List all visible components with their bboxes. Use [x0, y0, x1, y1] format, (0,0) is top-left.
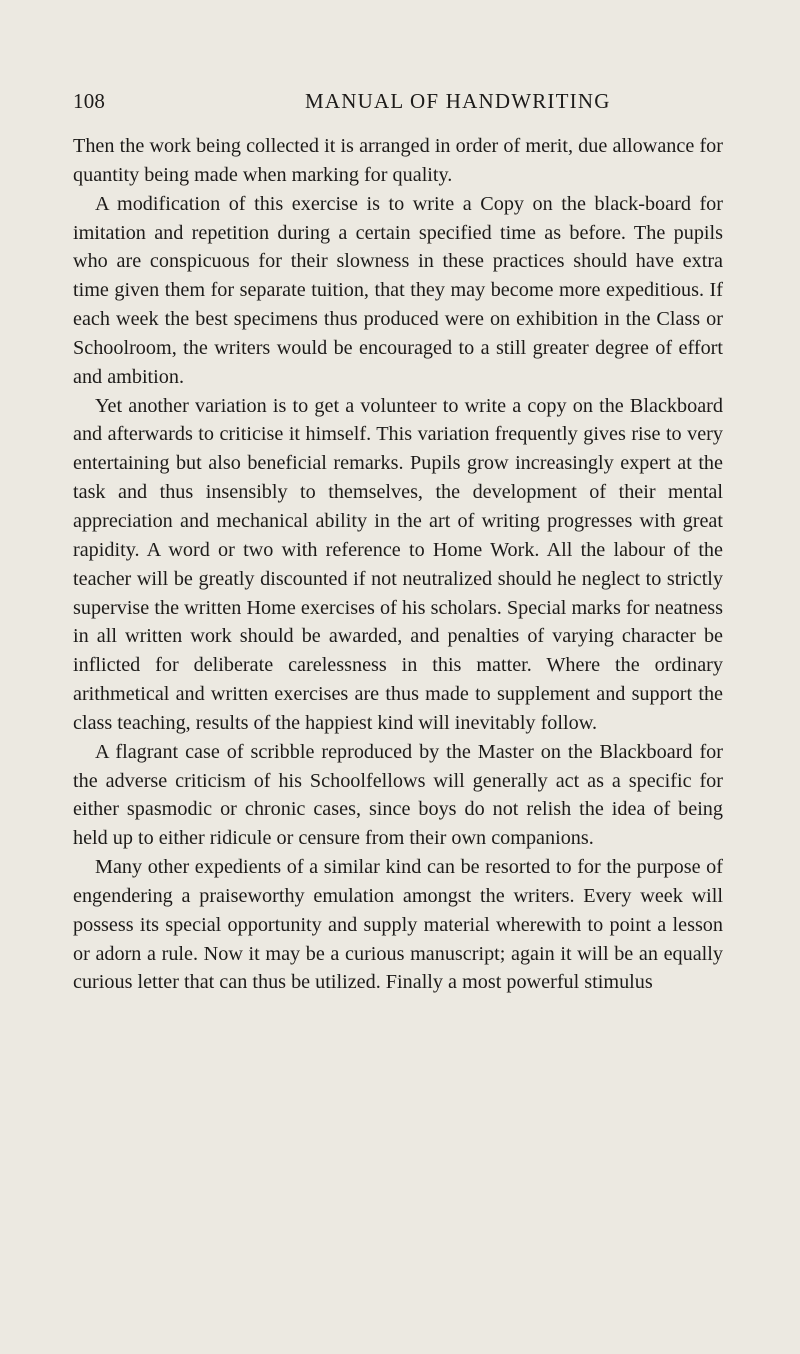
paragraph-flagrant-case: A flagrant case of scribble reproduced by the Master on the Blackboard for the adverse criticism of his Schoolfellows will generally act as a specific for either spasmodic or chronic cases, since boys do not relish the idea of being held up to either ridicule or censure from their own companions. — [73, 740, 723, 850]
page-body — [73, 132, 723, 997]
running-head: MANUAL OF HANDWRITING — [305, 89, 611, 113]
page-number: 108 — [73, 89, 106, 113]
paragraph-variation: Yet another variation is to get a volunteer to write a copy on the Blackboard and afterwards to criticise it himself. This variation frequently gives rise to very entertaining but also beneficial remarks. Pupils grow increasingly expert at the task and thus insensibly to themselves, the development of their mental appreciation and mechanical ability in the art of writing progresses with great rapidity. A word or two with reference to Home Work. All the labour of the teacher will be greatly discounted if not neutralized should he neglect to strictly supervise the written Home exercises of his scholars. Special marks for neatness in all written work should be awarded, and penalties of varying character be inflicted for deliberate carelessness in this matter. Where the ordinary arithmetical and written exercises are thus made to supplement and support the class teaching, results of the happiest kind will inevitably follow. — [73, 394, 723, 734]
page-header — [73, 89, 721, 117]
paragraph-modification: A modification of this exercise is to write a Copy on the black-board for imitation and repetition during a certain specified time as before. The pupils who are conspicuous for their slowness in these practices should have extra time given them for separate tuition, that they may become more expeditious. If each week the best specimens thus produced were on exhibition in the Class or Schoolroom, the writers would be encouraged to a still greater degree of effort and ambition. — [73, 192, 723, 388]
paragraph-other-expedients: Many other expedients of a similar kind can be resorted to for the purpose of engendering a praiseworthy emulation amongst the writers. Every week will possess its special opportunity and supply material wherewith to point a lesson or adorn a rule. Now it may be a curious manuscript; again it will be an equally curious letter that can thus be utilized. Finally a most powerful stimulus — [73, 856, 723, 994]
paragraph-continued: Then the work being collected it is arranged in order of merit, due allowance for quantity being made when marking for quality. — [73, 135, 723, 186]
